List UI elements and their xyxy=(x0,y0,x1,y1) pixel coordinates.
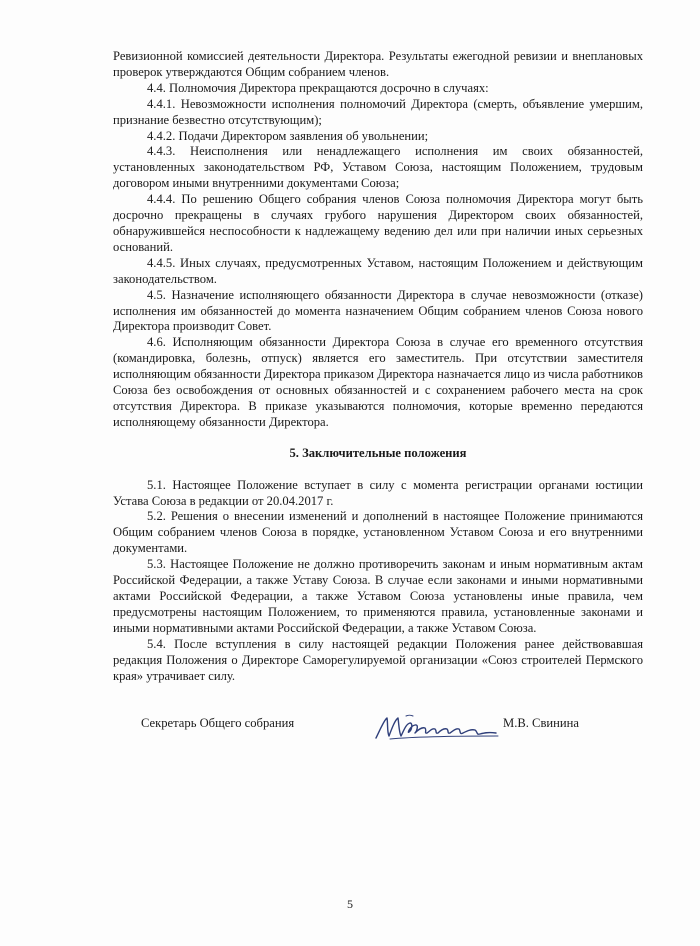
paragraph-4-6: 4.6. Исполняющим обязанности Директора Союза в случае его временного отсутствия (командировка, болезнь, отпуск) является его заместитель. При отсутствии заместителя исполняющим обязанности Директора приказом Директора назначается лицо из числа работников Союза без освобождения от основных обязанностей и с сохранением рабочего места на срок отсутствия Директора. В приказе указываются полномочия, которые временно передаются исполняющему обязанности Директора. xyxy=(113,335,643,429)
section-title: 5. Заключительные положения xyxy=(289,445,467,460)
paragraph-4-5: 4.5. Назначение исполняющего обязанности Директора в случае невозможности (отказе) исполнения им обязанностей до момента назначением Общим собранием членов Союза нового Директора производит Совет. xyxy=(113,287,643,334)
document-body xyxy=(113,49,643,684)
paragraph-4-4-1: 4.4.1. Невозможности исполнения полномочий Директора (смерть, объявление умершим, признание безвестно отсутствующим); xyxy=(113,96,643,127)
page-number: 5 xyxy=(347,897,353,911)
paragraph-5-3: 5.3. Настоящее Положение не должно противоречить законам и иным нормативным актам Российской Федерации, а также Уставу Союза. В случае если законами и иными нормативными актами Российской Федерации, а также Уставом Союза установлены иные правила, чем предусмотрены настоящим Положением, то применяются правила, установленные законами и иными нормативными актами Российской Федерации, а также Уставом Союза. xyxy=(113,557,643,635)
paragraph-4-4-3: 4.4.3. Неисполнения или ненадлежащего исполнения им своих обязанностей, установленных законодательством РФ, Уставом Союза, настоящим Положением, трудовым договором иными внутренними документами Союза; xyxy=(113,144,643,191)
signature-role: Секретарь Общего собрания xyxy=(141,716,295,730)
paragraph-5-2: 5.2. Решения о внесении изменений и дополнений в настоящее Положение принимаются Общим собранием членов Союза в порядке, установленном Уставом Союза и его внутренними документами. xyxy=(113,509,643,556)
signature-block xyxy=(0,712,700,748)
signature-handwritten-icon xyxy=(372,712,500,742)
paragraph-4-4-4: 4.4.4. По решению Общего собрания членов Союза полномочия Директора могут быть досрочно прекращены в случаях грубого нарушения Директором своих обязанностей, обнаружившейся неспособности к надлежащему ведению дел или при наличии иных серьезных оснований. xyxy=(113,192,643,254)
paragraph-audit-continuation: Ревизионной комиссией деятельности Директора. Результаты ежегодной ревизии и внеплановых проверок утверждаются Общим собранием членов. xyxy=(113,49,643,79)
paragraph-4-4-5: 4.4.5. Иных случаях, предусмотренных Уставом, настоящим Положением и действующим законодательством. xyxy=(113,255,643,286)
signature-name: М.В. Свинина xyxy=(503,716,579,730)
paragraph-5-1: 5.1. Настоящее Положение вступает в силу с момента регистрации органами юстиции Устава Союза в редакции от 20.04.2017 г. xyxy=(113,477,643,508)
paragraph-4-4: 4.4. Полномочия Директора прекращаются досрочно в случаях: xyxy=(147,80,489,95)
paragraph-4-4-2: 4.4.2. Подачи Директором заявления об увольнении; xyxy=(147,128,429,143)
paragraph-5-4: 5.4. После вступления в силу настоящей редакции Положения ранее действовавшая редакция Положения о Директоре Саморегулируемой организации «Союз строителей Пермского края» утрачивает силу. xyxy=(113,636,643,683)
